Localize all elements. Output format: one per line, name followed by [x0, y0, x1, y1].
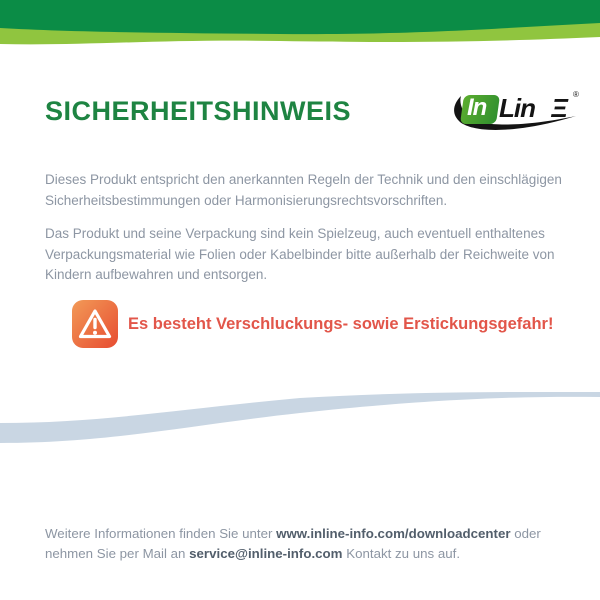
footer-text-between-links: oder nehmen Sie per Mail an — [45, 526, 541, 561]
footer-text-after-link2: Kontakt zu uns auf. — [342, 546, 461, 561]
footer-text-before-link1: Weitere Informationen finden Sie unter — [45, 526, 277, 541]
logo-letter-e-stylized: Ξ — [551, 93, 569, 123]
logo-text-lin: Lin — [499, 93, 535, 123]
warning-triangle-icon — [72, 300, 118, 348]
footer-text — [45, 524, 571, 564]
logo-text-in: In — [467, 94, 487, 121]
footer-link-email: service@inline-info.com — [189, 546, 343, 561]
wave-ribbon-divider — [0, 385, 600, 455]
footer-link-downloadcenter: www.inline-info.com/downloadcenter — [276, 526, 511, 541]
top-banner-waves — [0, 0, 600, 56]
warning-text: Es besteht Verschluckungs- sowie Erstickungsgefahr! — [128, 314, 554, 333]
page-title: SICHERHEITSHINWEIS — [45, 96, 352, 126]
brand-logo — [452, 88, 588, 140]
warning-row — [72, 300, 572, 348]
body-paragraph-1: Dieses Produkt entspricht den anerkannten Regeln der Technik und den einschlägigen Sicherheitsbestimmungen oder Harmonisierungsrechtsvorschriften. — [45, 172, 562, 208]
body-paragraph-2: Das Produkt und seine Verpackung sind kein Spielzeug, auch eventuell enthaltenes Verpackungsmaterial wie Folien oder Kabelbinder bitte außerhalb der Reichweite von Kindern aufbewahren und entsorgen. — [45, 226, 555, 282]
logo-registered-mark: ® — [573, 90, 579, 99]
